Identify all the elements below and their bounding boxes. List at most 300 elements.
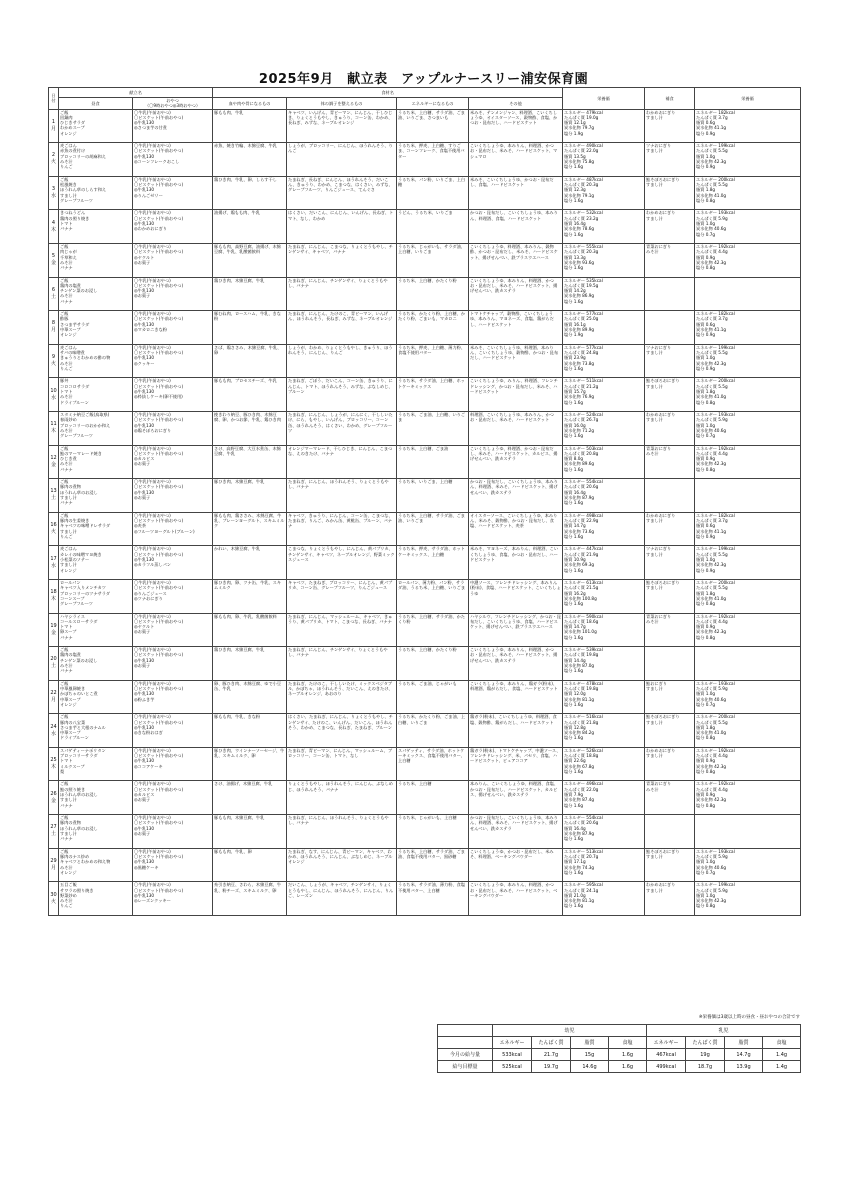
supplement-cell (645, 647, 695, 681)
lunch-cell-line: バナナ (60, 466, 73, 472)
lunch-cell-line: 酢豚 (60, 316, 69, 322)
lunch-cell-line: 中華風卵焼き (60, 685, 86, 691)
nutrition-2-cell-line: 塩分 0.7g (696, 231, 716, 237)
nutrition-2-cell-line: エネルギー 193kcal (696, 848, 735, 854)
supplement-cell-line: みそ汁 (646, 450, 659, 456)
snack-cell (133, 243, 213, 277)
nutrition-cell-line: たんぱく質 20.8g (564, 450, 599, 456)
snack-cell-line: ◎りんごゼリー (134, 192, 163, 198)
nutrition-cell-line: 塩分 1.6g (564, 735, 584, 741)
nutrition-2-cell-line: 炭水化物 41.1g (696, 327, 727, 333)
snack-cell-line: ◎牛乳130 (134, 691, 155, 697)
lunch-cell-line: かぼちゃのいとこ煮 (60, 691, 98, 697)
nutrition-2-cell (695, 714, 801, 748)
nutrition-cell-line: 脂質 23.9g (564, 355, 586, 361)
snack-cell-line: ◎カルピス (134, 792, 155, 798)
nutrition-cell-line: 塩分 1.6g (564, 265, 584, 271)
energy-ingredients-cell: うるち米、サラダ油、上白糖、ホットケーキミックス (397, 378, 469, 412)
nutrition-2-cell-line: 塩分 0.9g (696, 567, 716, 573)
nutrition-2-cell-line: エネルギー 192kcal (696, 613, 735, 619)
snack-cell-line: 〇ビスケット(午前おやつ) (134, 820, 184, 826)
lunch-cell-line: 麦ごはん (60, 143, 77, 149)
lunch-cell-line: コーンスープ (60, 595, 85, 601)
snack-cell-line: 〇牛乳(午前おやつ) (134, 848, 171, 854)
nutrition-cell-line: エネルギー 496kcal (564, 781, 603, 787)
lunch-cell (59, 243, 133, 277)
nutrition-cell-line: 塩分 1.6g (564, 533, 584, 539)
snack-cell-line: ◎牛乳130 (134, 321, 155, 327)
snack-cell (133, 680, 213, 714)
day-number: 13 (50, 488, 57, 495)
day-cell (49, 882, 59, 916)
body-ingredients-cell: こまつな、りょくとうもやし、にんじん、黄パプリカ、チンゲンサイ、キャベツ、ネーブルオレンジ、野菜ミックスジュース (287, 546, 397, 580)
nutrition-cell-line: 炭水化物 75.8g (564, 159, 595, 165)
snack-cell-line: 〇ビスケット(午前おやつ) (134, 383, 184, 389)
supplement-cell-line: すまし汁 (646, 417, 663, 423)
nutrition-cell-line: たんぱく質 21.9g (564, 551, 599, 557)
snack-cell-line: ◎お菓子 (134, 461, 151, 467)
nutrition-cell-line: たんぱく質 22.0g (564, 786, 599, 792)
energy-ingredients-cell: うるち米、上白糖、かたくり粉 (397, 277, 469, 311)
day-cell (49, 848, 59, 882)
lunch-cell-line: サバの味噌煮 (60, 350, 85, 356)
lunch-cell-line: バナナ (60, 634, 73, 640)
snack-cell-line: ◎お菓子 (134, 662, 151, 668)
nutrition-2-cell-line: 炭水化物 41.0g (696, 192, 727, 198)
nutrition-2-cell-line: エネルギー 192kcal (696, 781, 735, 787)
lunch-cell-line: ロールパン (60, 579, 81, 585)
nutrition-cell-line: 炭水化物 89.9g (564, 327, 595, 333)
nutrition-cell-line: エネルギー 595kcal (564, 882, 603, 888)
body-ingredients-cell: キャベツ、たまねぎ、ブロッコリー、にんじん、黄パプリカ、コーン缶、グレープフルーツ、りんごジュース (287, 579, 397, 613)
nutrition-2-cell-line: 脂質 0.9g (696, 254, 716, 260)
supplement-cell-line: わかめおにぎり (646, 411, 676, 417)
nutrition-2-cell-line: エネルギー 200kcal (696, 579, 735, 585)
other-ingredients-cell: 米みそ、マヨネーズ、本みりん、料理酒、こいくちしょうゆ、食塩、かつお・昆布だし、ハードビスケット (469, 546, 563, 580)
day-number: 25 (50, 757, 57, 764)
blood-ingredients-cell: 油揚げ、鶏もも肉、牛乳 (213, 210, 287, 244)
header-menu-name: 献立名 (59, 88, 213, 98)
lunch-cell-line: 中華スープ (60, 327, 81, 333)
energy-ingredients-cell: スパゲッティ、サラダ油、ホットケーキミックス、食塩不使用バター、上白糖 (397, 747, 469, 781)
lunch-cell-line: さつま芋サラダ (60, 321, 90, 327)
supplement-cell-line: みそ汁 (646, 786, 659, 792)
nutrition-cell-line: 脂質 14.2g (564, 288, 586, 294)
lunch-cell (59, 815, 133, 849)
lunch-cell-line: みそ汁 (60, 394, 73, 400)
lunch-cell-line: さつま芋と大根のナムル (60, 724, 106, 730)
body-ingredients-cell: だいこん、しょうが、キャベツ、チンゲンサイ、りょくとうもやし、にんじん、ほうれんそう、にんじん、りんご、レーズン (287, 882, 397, 916)
snack-cell-line: ◎さつま芋の甘煮 (134, 125, 167, 131)
lunch-cell-line: りんご (60, 164, 73, 170)
weekday: 月 (50, 864, 56, 871)
snack-cell-line: ◎レーズンクッキー (134, 898, 171, 904)
body-ingredients-cell: たまねぎ、ごぼう、だいこん、コーン缶、きゅうり、にんじん、トマト、ほうれんそう、みずな、ぶなしめじ、プルーン (287, 378, 397, 412)
summary-col-header: エネルギー (493, 1037, 532, 1049)
nutrition-2-cell-line: 脂質 1.0g (696, 355, 716, 361)
snack-cell-line: ◎牛乳130 (134, 288, 155, 294)
snack-cell (133, 311, 213, 345)
other-ingredients-cell: こいくちしょうゆ、本みりん、料理酒、かつお・昆布だし、米みそ、ハードビスケット、マシュマロ (469, 143, 563, 177)
nutrition-2-cell-line: 炭水化物 41.1g (696, 125, 727, 131)
lunch-cell (59, 143, 133, 177)
nutrition-cell-line: たんぱく質 21.2g (564, 383, 599, 389)
header-snack: おやつ （〇9時おやつ◎3時おやつ） (133, 98, 213, 110)
supplement-cell (645, 512, 695, 546)
nutrition-2-cell-line: 炭水化物 42.3g (696, 562, 727, 568)
lunch-cell-line: ご飯 (60, 277, 69, 283)
nutrition-2-cell-line: 脂質 0.6g (696, 321, 716, 327)
nutrition-2-cell-line: 脂質 1.0g (696, 220, 716, 226)
summary-value: 525kcal (493, 1061, 532, 1073)
nutrition-cell (563, 714, 645, 748)
supplement-cell-line: 鮭おにぎり (646, 680, 667, 686)
snack-cell-line: 〇牛乳(午前おやつ) (134, 579, 171, 585)
lunch-cell-line: バナナ (60, 298, 73, 304)
day-cell (49, 176, 59, 210)
nutrition-cell-line: 塩分 1.6g (564, 164, 584, 170)
day-cell (49, 714, 59, 748)
lunch-cell-line: りんご (60, 903, 73, 909)
menu-row (49, 815, 801, 849)
nutrition-cell-line: 脂質 12.1g (564, 120, 586, 126)
nutrition-cell-line: 脂質 16.2g (564, 590, 586, 596)
nutrition-cell-line: たんぱく質 20.7g (564, 853, 599, 859)
summary-value: 499kcal (647, 1061, 686, 1073)
menu-row (49, 109, 801, 143)
lunch-cell-line: グレープフルーツ (60, 433, 93, 439)
nutrition-2-cell-line: 炭水化物 42.3g (696, 259, 727, 265)
nutrition-2-cell (695, 647, 801, 681)
supplement-cell-line: 鮭そぼろおにぎり (646, 714, 680, 720)
nutrition-cell-line: エネルギー 577kcal (564, 344, 603, 350)
supplement-cell-line: ツナおにぎり (646, 344, 672, 350)
nutrition-cell (563, 546, 645, 580)
lunch-cell-line: 豚肉のナス炒め (60, 853, 90, 859)
nutrition-cell-line: エネルギー 479kcal (564, 109, 603, 115)
lunch-cell-line: ハヤシライス (60, 613, 85, 619)
supplement-cell (645, 243, 695, 277)
lunch-cell-line: みそ汁 (60, 864, 73, 870)
lunch-cell-line: バナナ (60, 802, 73, 808)
summary-corner-2 (438, 1037, 493, 1049)
nutrition-2-cell (695, 176, 801, 210)
nutrition-cell-line: エネルギー 539kcal (564, 647, 603, 653)
snack-cell-line: 〇牛乳(午前おやつ) (134, 109, 171, 115)
blood-ingredients-cell: かれい、木綿豆腐、牛乳 (213, 546, 287, 580)
nutrition-cell (563, 143, 645, 177)
nutrition-2-cell-line: 脂質 1.0g (696, 422, 716, 428)
nutrition-2-cell-line: 炭水化物 40.6g (696, 427, 727, 433)
lunch-cell (59, 680, 133, 714)
menu-row (49, 210, 801, 244)
menu-row (49, 747, 801, 781)
blood-ingredients-cell: 豚もも肉、木綿豆腐、牛乳 (213, 815, 287, 849)
supplement-cell (645, 277, 695, 311)
supplement-cell (645, 143, 695, 177)
supplement-cell (645, 613, 695, 647)
snack-cell-line: ◎お菓子 (134, 629, 151, 635)
snack-cell-line: 〇ビスケット(午前おやつ) (134, 148, 184, 154)
nutrition-cell-line: 脂質 21.0g (564, 892, 586, 898)
body-ingredients-cell: たまねぎ、にんじん、ほうれんそう、りょくとうもやし、バナナ (287, 815, 397, 849)
nutrition-2-cell-line: たんぱく質 5.5g (696, 182, 728, 188)
nutrition-2-cell-line: 脂質 0.9g (696, 758, 716, 764)
nutrition-2-cell-line: 炭水化物 42.3g (696, 629, 727, 635)
other-ingredients-cell: 鶏ガラ(粉末)、こいくちしょうゆ、料理酒、食塩、穀物酢、鶏がらだし、ハードビスケット (469, 714, 563, 748)
day-number: 16 (50, 522, 57, 529)
day-cell (49, 479, 59, 513)
nutrition-2-cell-line: 塩分 0.8g (696, 634, 716, 640)
lunch-cell (59, 479, 133, 513)
snack-cell-line: 〇牛乳(午前おやつ) (134, 277, 171, 283)
nutrition-2-cell-line: 塩分 0.8g (696, 601, 716, 607)
summary-col-header: たんぱく質 (532, 1037, 571, 1049)
lunch-cell-line: キャベツ入りメンチカツ (60, 585, 106, 591)
nutrition-cell (563, 613, 645, 647)
nutrition-cell (563, 479, 645, 513)
supplement-cell-line: すまし汁 (646, 383, 663, 389)
other-ingredients-cell: 米みそ、こいくちしょうゆ、料理酒、本みりん、こいくちしょうゆ、穀物酢、かつお・昆布だし、ハードビスケット (469, 344, 563, 378)
supplement-cell-line: すまし汁 (646, 114, 663, 120)
body-ingredients-cell: たまねぎ、にんじん、ほうれんそう、りょくとうもやし、バナナ (287, 479, 397, 513)
lunch-cell-line: ブロッコリーのおかか和え (60, 422, 111, 428)
menu-row (49, 512, 801, 546)
nutrition-2-cell-line: 塩分 0.8g (696, 466, 716, 472)
nutrition-cell-line: たんぱく質 24.8g (564, 350, 599, 356)
lunch-cell-line: みそ汁 (60, 360, 73, 366)
nutrition-cell (563, 243, 645, 277)
lunch-cell-line: ご飯 (60, 680, 69, 686)
nutrition-cell-line: 脂質 12.8g (564, 724, 586, 730)
nutrition-2-cell-line: 塩分 0.7g (696, 869, 716, 875)
nutrition-2-cell-line: エネルギー 199kcal (696, 344, 735, 350)
nutrition-cell-line: エネルギー 516kcal (564, 714, 603, 720)
nutrition-cell-line: エネルギー 513kcal (564, 848, 603, 854)
nutrition-2-cell-line: 炭水化物 41.0g (696, 730, 727, 736)
nutrition-cell-line: たんぱく質 21.8g (564, 719, 599, 725)
nutrition-cell (563, 176, 645, 210)
nutrition-2-cell (695, 848, 801, 882)
nutrition-cell-line: 脂質 16.1g (564, 321, 586, 327)
snack-cell-line: 〇ビスケット(午前おやつ) (134, 786, 184, 792)
lunch-cell (59, 378, 133, 412)
supplement-cell-line: 青菜おにぎり (646, 243, 672, 249)
nutrition-cell-line: 炭水化物 89.6g (564, 461, 595, 467)
other-ingredients-cell: 鶏ガラ(粉末)、トマトケチャップ、中濃ソース、フレンチドレッシング、米、パセリ、食塩、ハードビスケット、ピュアココア (469, 747, 563, 781)
nutrition-2-cell-line: たんぱく質 3.7g (696, 316, 728, 322)
nutrition-cell-line: 塩分 1.6g (564, 668, 584, 674)
supplement-cell (645, 344, 695, 378)
snack-cell-line: 〇牛乳(午前おやつ) (134, 210, 171, 216)
blood-ingredients-cell: 豚もも肉、卵、牛乳、乳酸菌飲料 (213, 613, 287, 647)
nutrition-cell-line: 脂質 10.9g (564, 556, 586, 562)
snack-cell-line: 〇ビスケット(午前おやつ) (134, 417, 184, 423)
snack-cell (133, 647, 213, 681)
lunch-cell-line: みそ汁 (60, 898, 73, 904)
weekday: 土 (50, 293, 56, 300)
day-cell (49, 378, 59, 412)
summary-value: 19g (686, 1049, 725, 1061)
snack-cell-line: ◎牛乳130 (134, 153, 155, 159)
snack-cell-line: 〇ビスケット(午前おやつ) (134, 114, 184, 120)
nutrition-cell-line: 塩分 1.6g (564, 869, 584, 875)
nutrition-note: ※栄養価は3歳以上時の昼食・昼おやつの合計です (698, 1015, 800, 1020)
lunch-cell-line: 鮭のマーマレード焼き (60, 450, 102, 456)
nutrition-cell-line: 脂質 12.3g (564, 187, 586, 193)
snack-cell (133, 378, 213, 412)
blood-ingredients-cell: 豚もも肉、牛乳、きな粉 (213, 714, 287, 748)
lunch-cell (59, 411, 133, 445)
nutrition-cell-line: たんぱく質 22.9g (564, 518, 599, 524)
body-ingredients-cell: オレンジマーマレード、干しひじき、にんじん、こまつな、えのきたけ、バナナ (287, 445, 397, 479)
lunch-cell-line: 中華スープ (60, 730, 81, 736)
snack-cell (133, 143, 213, 177)
weekday: 月 (50, 696, 56, 703)
snack-cell-line: 〇牛乳(午前おやつ) (134, 411, 171, 417)
snack-cell-line: ◎お菓子 (134, 293, 151, 299)
snack-cell-line: 〇ビスケット(午前おやつ) (134, 551, 184, 557)
lunch-cell-line: ほうれん草のお浸し (60, 825, 98, 831)
lunch-cell-line: コロコロサラダ (60, 383, 90, 389)
lunch-cell-line: ひじき煮 (60, 456, 77, 462)
weekday: 月 (50, 327, 56, 334)
nutrition-2-cell-line: 塩分 0.8g (696, 802, 716, 808)
snack-cell-line: 〇牛乳(午前おやつ) (134, 882, 171, 888)
snack-cell (133, 546, 213, 580)
snack-cell-line: 〇牛乳(午前おやつ) (134, 445, 171, 451)
other-ingredients-cell: こいくちしょうゆ、みりん、料理酒、フレンチドレッシング、かつお・昆布だし、米みそ、ハードビスケット (469, 378, 563, 412)
nutrition-2-cell-line: 炭水化物 40.6g (696, 226, 727, 232)
menu-row (49, 277, 801, 311)
menu-row (49, 714, 801, 748)
nutrition-2-cell (695, 445, 801, 479)
snack-cell-line: ◎鶏そぼろおにぎり (134, 427, 172, 433)
nutrition-cell (563, 647, 645, 681)
nutrition-cell-line: 脂質 16.4g (564, 489, 586, 495)
nutrition-2-cell (695, 512, 801, 546)
nutrition-2-cell-line: エネルギー 199kcal (696, 546, 735, 552)
snack-cell-line: ◎お菓子 (134, 830, 151, 836)
body-ingredients-cell: しょうが、わかめ、りょくとうもやし、きゅうり、ほうれんそう、にんじん、りんご (287, 344, 397, 378)
snack-cell-line: ◎ヤクルト (134, 254, 155, 260)
day-number: 3 (51, 186, 56, 193)
menu-table (48, 87, 801, 916)
nutrition-cell-line: 炭水化物 71.2g (564, 427, 595, 433)
lunch-cell-line: トマト (60, 220, 73, 226)
supplement-cell-line: みそ汁 (646, 618, 659, 624)
lunch-cell-line: 鶏肉の塩煮 (60, 652, 81, 658)
snack-cell-line: ◎ココアケーキ (134, 763, 163, 769)
snack-cell-line: 〇ビスケット(午前おやつ) (134, 249, 184, 255)
nutrition-2-cell-line: 炭水化物 42.3g (696, 159, 727, 165)
weekday: 金 (50, 797, 56, 804)
nutrition-cell-line: エネルギー 498kcal (564, 512, 603, 518)
body-ingredients-cell: はくさい、だいこん、にんじん、いんげん、長ねぎ、トマト、なし、わかめ (287, 210, 397, 244)
other-ingredients-cell: ハヤシルウ、フレンチドレッシング、かつお・昆布だし、こいくちしょうゆ、食塩、ハードビスケット、揚げせんべい、鉄プラスウエハース (469, 613, 563, 647)
weekday: 火 (50, 898, 56, 905)
supplement-cell-line: すまし汁 (646, 887, 663, 893)
nutrition-cell-line: 塩分 1.6g (564, 802, 584, 808)
nutrition-2-cell-line: 脂質 1.0g (696, 556, 716, 562)
snack-cell-line: ◎お菓子 (134, 495, 151, 501)
body-ingredients-cell: たまねぎ、にんじん、チンゲンサイ、りょくとうもやし、バナナ (287, 277, 397, 311)
lunch-cell-line: きゅうりとわかめの酢の物 (60, 355, 111, 361)
lunch-cell-line: スパゲティーナポリタン (60, 747, 106, 753)
snack-cell-line: 〇ビスケット(午前おやつ) (134, 350, 184, 356)
snack-cell-line: ◎牛乳130 (134, 220, 155, 226)
nutrition-2-cell (695, 109, 801, 143)
supplement-cell (645, 445, 695, 479)
nutrition-cell-line: 炭水化物 93.6g (564, 259, 595, 265)
snack-cell-line: ◎カラフル蒸しパン (134, 562, 171, 568)
weekday: 金 (50, 260, 56, 267)
nutrition-cell-line: エネルギー 590kcal (564, 613, 603, 619)
other-ingredients-cell: 中濃ソース、フレンチドレッシング、本みりん(粉末)、食塩、ハードビスケット、こいくちしょうゆ (469, 579, 563, 613)
lunch-cell-line: バナナ (60, 668, 73, 674)
lunch-cell-line: ご飯 (60, 848, 69, 854)
energy-ingredients-cell: うどん、うるち米、いりごま (397, 210, 469, 244)
lunch-cell-line: 鶏肉の照り焼き (60, 215, 90, 221)
day-cell (49, 680, 59, 714)
nutrition-2-cell-line: 炭水化物 42.3g (696, 763, 727, 769)
blood-ingredients-cell: 豚ひき肉、卵、ツナ缶、牛乳、スキムミルク (213, 579, 287, 613)
other-ingredients-cell: かつお・昆布だし、こいくちしょうゆ、本みりん、料理酒、米みそ、ハードビスケット、揚げせんべい、鉄カステラ (469, 479, 563, 513)
supplement-cell (645, 848, 695, 882)
snack-cell-line: ◎牛乳130 (134, 355, 155, 361)
lunch-cell-line: わかめスープ (60, 125, 85, 131)
nutrition-2-cell-line: 炭水化物 41.1g (696, 528, 727, 534)
nutrition-cell-line: エネルギー 511kcal (564, 378, 603, 384)
summary-value: 467kcal (647, 1049, 686, 1061)
summary-value: 533kcal (493, 1049, 532, 1061)
nutrition-2-cell-line: 炭水化物 42.3g (696, 461, 727, 467)
lunch-cell (59, 647, 133, 681)
snack-cell-line: 〇牛乳(午前おやつ) (134, 680, 171, 686)
nutrition-cell-line: エネルギー 554kcal (564, 815, 603, 821)
lunch-cell-line: トマト (60, 624, 73, 630)
nutrition-cell-line: 炭水化物 86.9g (564, 293, 595, 299)
snack-cell-line: 〇ビスケット(午前おやつ) (134, 753, 184, 759)
nutrition-cell-line: 脂質 8.0g (564, 456, 584, 462)
body-ingredients-cell: たまねぎ、にんじん、マッシュルーム、キャベツ、きゅうり、黄パプリカ、トマト、こまつな、長ねぎ、バナナ (287, 613, 397, 647)
energy-ingredients-cell: うるち米、じゃがいも、サラダ油、上白糖、いりごま (397, 243, 469, 277)
nutrition-2-cell-line: 塩分 0.9g (696, 332, 716, 338)
menu-row (49, 176, 801, 210)
body-ingredients-cell: たまねぎ、長ねぎ、にんじん、ほうれんそう、だいこん、きゅうり、わかめ、こまつな、はくさい、みずな、グレープフルーツ、りんごジュース、てんぐさ (287, 176, 397, 210)
nutrition-2-cell-line: たんぱく質 4.4g (696, 786, 728, 792)
snack-cell-line: 〇牛乳(午前おやつ) (134, 243, 171, 249)
weekday: 水 (50, 394, 56, 401)
summary-group-toddler: 幼児 (493, 1025, 647, 1037)
body-ingredients-cell: たまねぎ、青ピーマン、にんじん、マッシュルーム、ブロッコリー、コーン缶、トマト、なし (287, 747, 397, 781)
nutrition-cell-line: 炭水化物 84.2g (564, 730, 595, 736)
nutrition-cell (563, 311, 645, 345)
supplement-cell (645, 747, 695, 781)
snack-cell-line: ◎お菓子 (134, 797, 151, 803)
lunch-cell-line: みそ汁 (60, 461, 73, 467)
nutrition-cell-line: たんぱく質 18.8g (564, 753, 599, 759)
nutrition-cell (563, 747, 645, 781)
lunch-cell-line: グレープフルーツ (60, 601, 93, 607)
lunch-cell-line: 麦ごはん (60, 546, 77, 552)
snack-cell-line: 〇ビスケット(午前おやつ) (134, 182, 184, 188)
nutrition-2-cell (695, 613, 801, 647)
lunch-cell-line: スタミナ納豆ご飯(鳥取県) (60, 411, 110, 417)
nutrition-2-cell-line: エネルギー 192kcal (696, 747, 735, 753)
supplement-cell-line: 青菜おにぎり (646, 445, 672, 451)
nutrition-2-cell-line: 塩分 0.8g (696, 399, 716, 405)
